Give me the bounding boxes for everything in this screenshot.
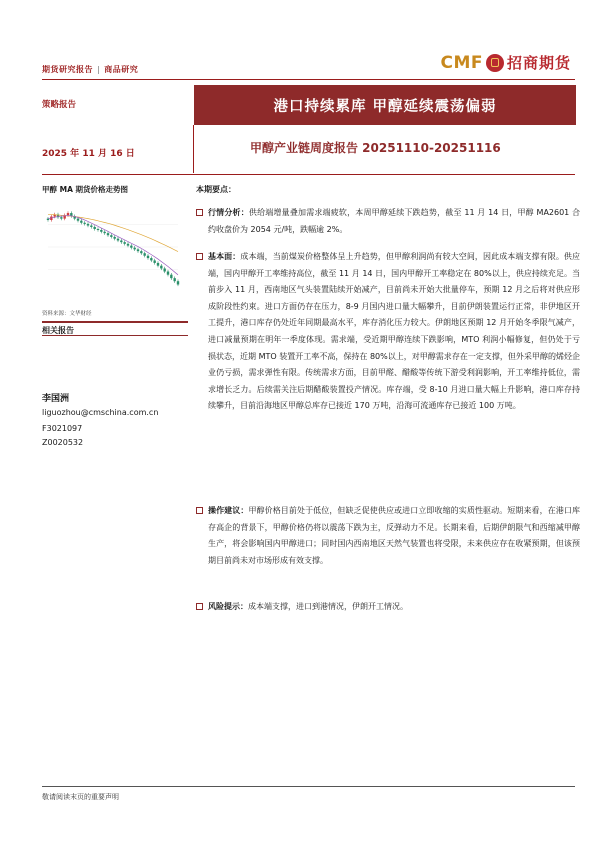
report-subtitle: 甲醇产业链周度报告 20251110-20251116 [250,141,501,155]
header-rule [42,79,575,80]
candle-body [127,244,129,246]
bullet-text: 成本端支撑，进口到港情况，伊朗开工情况。 [248,602,408,611]
candle-body [147,256,149,258]
candle-body [150,258,152,260]
bullet-text: 成本端，当前煤炭价格整体呈上升趋势，但甲醇利润尚有较大空间，因此成本端支撑有限。供应端，国内甲醇开工率维持高位，截至 11 月 14 日，国内甲醇开工率稳定在 80%以上，供应持续充足。当前步入 11 月，西南地区气头装置陆续开始减产，目前尚未开始大批量停车，预期 12 月之后将对供应形成阶段性约束。进口方面仍存在压力，8-9 月国内进口量大幅攀升，目前伊朗装置运行正常，非伊地区开工提升，港口库存仍处近年同期最高水平，库存消化压力较大。伊朗地区预期 12 月开始冬季限气减产，进口减量预期在明年一季度体现。需求端，受近期甲醇连续下跌影响，MTO 利润小幅修复，但仍处于亏损状态，近期 MTO 装置开工率不高，保持在 80%以上，对甲醇需求存在一定支撑，但外采甲醇的烯烃企业仍亏损，需求弹性有限。传统需求方面，目前甲醛、醋酸等传统下游受利润影响，开工率维持低位，需求增长乏力。后续需关注后期醋酸装置投产情况。库存端，受 8-10 月进口量大幅上升影响，港口库存持续攀升，目前沿海地区甲醇总库存已接近 170 万吨，沿海可流通库存已接近 100 万吨。 [208,252,580,411]
candle-body [117,239,119,241]
candle-body [170,275,172,278]
chart-source: 资料来源：文华财经 [42,311,92,317]
header-separator: | [97,65,101,74]
company-logo [440,52,571,73]
candle-body [77,219,79,221]
bullet-text: 甲醇价格目前处于低位，但缺乏促使供应或进口立即收缩的实质性驱动。短期来看，在港口库存高企的背景下，甲醇价格仍将以震荡下跌为主，反弹动力不足。长期来看，后期伊朗限气和西缩减甲醇生产，将会影响国内甲醇进口；同时国内西南地区天然气装置也将受限，未来供应存在收紧预期，但该预期目前尚未对市场形成有效支撑。 [208,506,581,565]
candle-body [90,226,92,227]
candle-body [87,224,89,226]
author-email[interactable]: liguozhou@cmschina.com.cn [42,408,159,417]
related-reports-bar [42,321,188,336]
candle-body [67,213,69,215]
candle-body [137,249,139,251]
candle-body [80,221,82,223]
bullet-box-icon [196,507,203,514]
report-date: 2025 年 11 月 16 日 [42,149,135,159]
key-points-label: 本期要点： [196,185,236,194]
candle-body [163,268,165,271]
logo-latin: CMF [440,52,483,73]
candle-body [113,237,115,239]
candle-body [160,266,162,269]
related-reports-label: 相关报告 [42,326,74,335]
candle-body [120,240,122,242]
report-category: 策略报告 [42,100,77,110]
title-divider [193,125,194,173]
author-name: 李国洲 [42,394,70,404]
candle-body [140,251,142,253]
candle-body [167,272,169,275]
candle-body [130,246,132,248]
report-title: 港口持续累库 甲醇延续震荡偏弱 [194,85,576,125]
candle-body [100,230,102,232]
author-investment-code: Z0020532 [42,438,84,447]
bullet-label: 行情分析： [208,208,249,217]
footer-disclaimer: 敬请阅读末页的重要声明 [42,793,119,801]
candle-body [93,227,95,229]
bullet-text: 供给端增量叠加需求端疲软，本周甲醇延续下跌趋势，截至 11 月 14 日，甲醇 MA2601 合约收盘价为 2054 元/吨，跌幅逾 2%。 [208,208,581,234]
ma-long-line [48,214,178,251]
logo-seal-icon [486,54,504,72]
chart-title: 甲醇 MA 期货价格走势图 [42,185,128,194]
bullet-box-icon [196,209,203,216]
bullet-box-icon [196,253,203,260]
candle-body [60,217,62,218]
candle-body [110,235,112,237]
candle-body [133,248,135,250]
bullet-risk-warning [196,599,580,616]
candle-body [97,229,99,230]
price-chart [42,196,188,300]
candle-body [157,263,159,266]
report-type-header [42,64,138,75]
author-license-code: F3021097 [42,424,83,433]
bullet-label: 操作建议： [208,506,249,515]
candle-body [103,232,105,233]
candle-body [153,260,155,262]
candle-body [47,219,49,220]
bullet-fundamentals [196,249,580,415]
candle-body [107,233,109,235]
bullet-market-analysis [196,205,580,238]
logo-chinese: 招商期货 [506,54,571,72]
bullet-operation-advice [196,503,580,569]
section-rule [42,174,575,175]
header-report-type: 期货研究报告 [42,65,93,74]
candle-body [83,223,85,224]
header-research-type: 商品研究 [104,65,139,74]
candle-body [123,242,125,244]
candle-body [143,253,145,255]
candle-body [177,281,179,284]
bullet-box-icon [196,603,203,610]
bullet-label: 风险提示： [208,602,248,611]
footer-rule [42,786,575,787]
price-chart-svg [42,196,188,300]
bullet-label: 基本面： [208,252,241,261]
candle-body [173,278,175,281]
